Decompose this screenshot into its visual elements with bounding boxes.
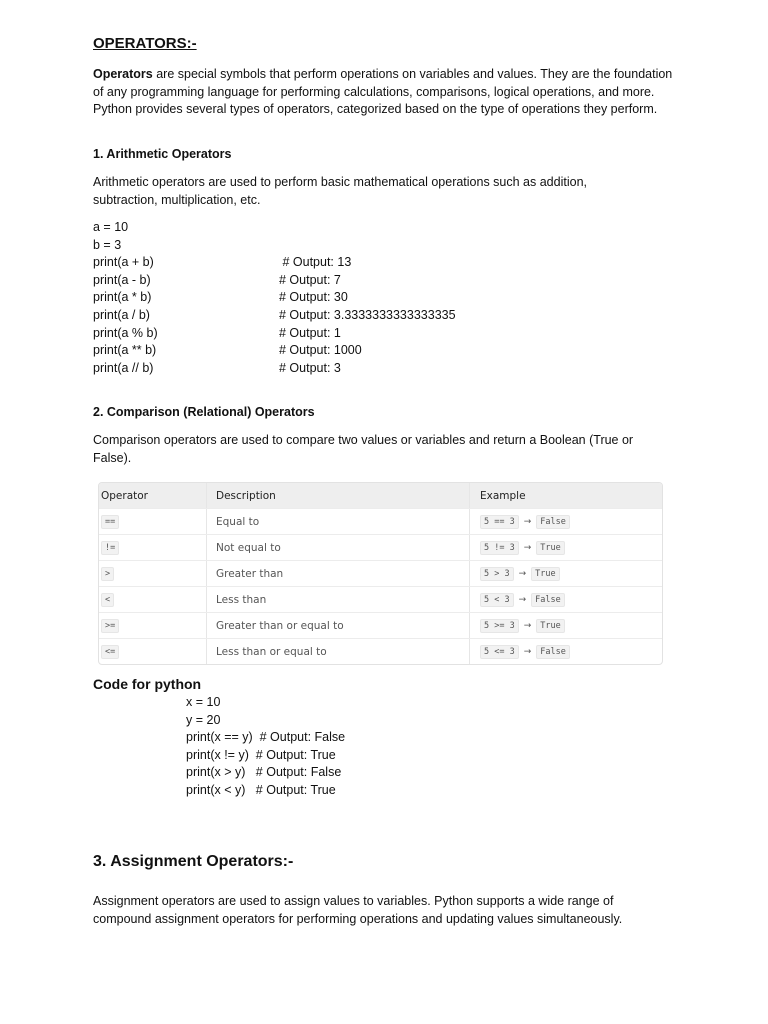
code-output: # Output: 30: [279, 290, 348, 305]
code-output: # Output: 13: [279, 255, 352, 270]
code-text: print(a + b): [93, 255, 154, 270]
code-line: [93, 289, 348, 307]
example-result: False: [536, 515, 570, 529]
table-row: [99, 508, 662, 534]
table-row: [99, 534, 662, 560]
operator-chip: <: [101, 593, 114, 607]
code-line: [93, 237, 158, 255]
table-row: [99, 586, 662, 612]
code-output: # Output: 1: [279, 325, 341, 340]
code-line: [93, 342, 362, 360]
comparison-heading: 2. Comparison (Relational) Operators: [93, 405, 315, 419]
operator-chip: <=: [101, 645, 119, 659]
code-line: x = 10: [186, 695, 221, 709]
example-result: False: [536, 645, 570, 659]
table-row: [99, 638, 662, 664]
code-line: y = 20: [186, 712, 221, 727]
code-output: # Output: 3: [279, 360, 341, 375]
arrow-icon: →: [518, 568, 527, 579]
comparison-table: [98, 482, 663, 665]
code-text: print(a * b): [93, 290, 152, 305]
code-text: b = 3: [93, 237, 122, 252]
arrow-icon: →: [523, 646, 532, 657]
example-expression: 5 >= 3: [480, 619, 519, 633]
assignment-description: Assignment operators are used to assign values to variables. Python supports a wide range of compound assignment operators for performing operations and updating values simultaneously.: [93, 894, 623, 926]
code-line: print(x > y) # Output: False: [186, 765, 342, 780]
arrow-icon: →: [523, 516, 532, 527]
operator-chip: ==: [101, 515, 119, 529]
arithmetic-heading: 1. Arithmetic Operators: [93, 147, 232, 161]
code-line: print(x < y) # Output: True: [186, 782, 336, 797]
code-text: a = 10: [93, 220, 129, 234]
header-operator: Operator: [99, 483, 207, 508]
example-expression: 5 != 3: [480, 541, 519, 555]
arrow-icon: →: [518, 594, 527, 605]
operator-description: Greater than or equal to: [207, 613, 470, 638]
arithmetic-code-block: [93, 219, 456, 377]
arithmetic-description: Arithmetic operators are used to perform basic mathematical operations such as addition, subtraction, multiplication, etc.: [93, 175, 587, 207]
code-text: print(a // b): [93, 360, 154, 375]
code-output: # Output: 3.3333333333333335: [279, 307, 456, 322]
code-text: print(a % b): [93, 325, 158, 340]
intro-bold-term: Operators: [93, 67, 153, 81]
page-title: OPERATORS:-: [93, 35, 197, 52]
code-line: [93, 254, 352, 272]
code-line: [93, 272, 341, 290]
operator-description: Less than: [207, 587, 470, 612]
code-output: # Output: 7: [279, 272, 341, 287]
example-result: False: [531, 593, 565, 607]
assignment-heading: 3. Assignment Operators:-: [93, 853, 294, 870]
code-line: [93, 360, 341, 378]
example-expression: 5 == 3: [480, 515, 519, 529]
intro-text: are special symbols that perform operations on variables and values. They are the foundation of any programming language for performing calculations, comparisons, logical operations, and more. Python provides several types of operators, categorized based on the type of operations they perform.: [93, 67, 673, 117]
operator-description: Not equal to: [207, 535, 470, 560]
operator-chip: >: [101, 567, 114, 581]
code-text: print(a / b): [93, 307, 150, 322]
code-line: print(x != y) # Output: True: [186, 747, 336, 762]
arrow-icon: →: [523, 620, 532, 631]
example-result: True: [536, 541, 564, 555]
example-expression: 5 < 3: [480, 593, 514, 607]
example-result: True: [536, 619, 564, 633]
table-row: [99, 560, 662, 586]
operator-description: Less than or equal to: [207, 639, 470, 664]
python-code-block: [186, 694, 345, 800]
code-line: print(x == y) # Output: False: [186, 730, 346, 745]
code-line: [93, 325, 341, 343]
example-result: True: [531, 567, 559, 581]
table-row: [99, 612, 662, 638]
code-text: print(a ** b): [93, 343, 157, 358]
header-description: Description: [207, 483, 470, 508]
code-output: # Output: 1000: [279, 343, 362, 358]
code-line: [93, 219, 158, 237]
python-code-heading: Code for python: [93, 676, 202, 692]
table-header-row: [99, 483, 662, 508]
operator-chip: !=: [101, 541, 119, 555]
operator-description: Equal to: [207, 509, 470, 534]
operator-description: Greater than: [207, 561, 470, 586]
arrow-icon: →: [523, 542, 532, 553]
header-example: Example: [480, 489, 526, 502]
code-text: print(a - b): [93, 272, 151, 287]
code-line: [93, 307, 456, 325]
intro-paragraph: [93, 66, 673, 119]
comparison-description: Comparison operators are used to compare two values or variables and return a Boolean (True or False).: [93, 433, 634, 465]
example-expression: 5 > 3: [480, 567, 514, 581]
operator-chip: >=: [101, 619, 119, 633]
example-expression: 5 <= 3: [480, 645, 519, 659]
